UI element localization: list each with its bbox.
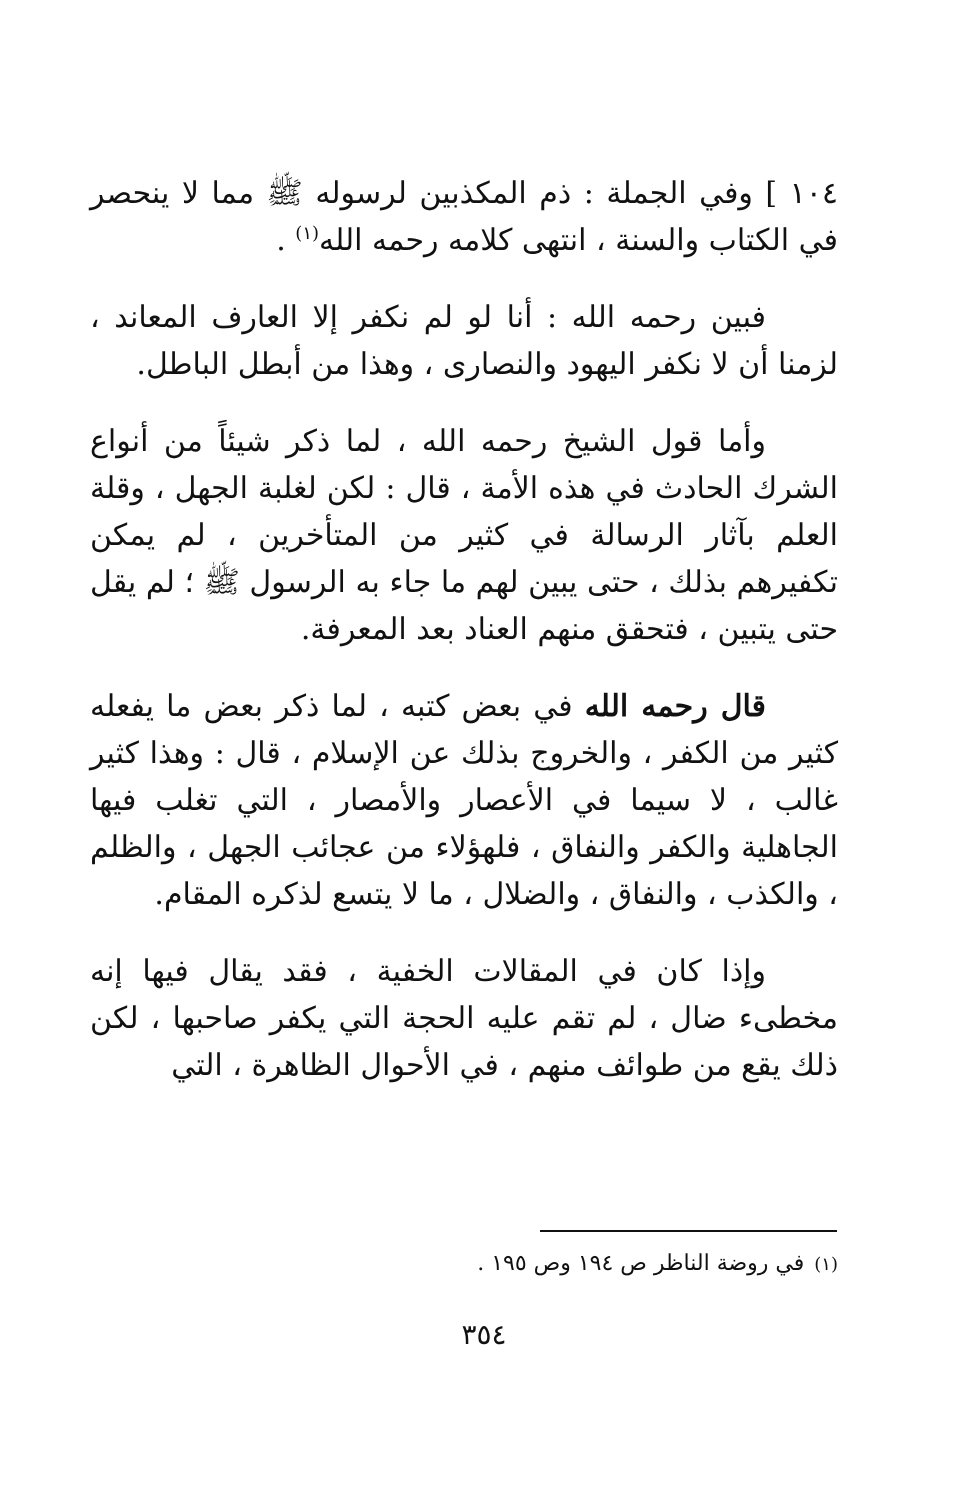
footnote-text: في روضة الناظر ص ١٩٤ وص ١٩٥ . (477, 1251, 805, 1276)
paragraph-4 (90, 683, 838, 918)
paragraph-5: وإذا كان في المقالات الخفية ، فقد يقال فيها إنه مخطىء ضال ، لم تقم عليه الحجة التي يكفر صاحبها ، لكن ذلك يقع من طوائف منهم ، في الأحوال الظاهرة ، التي (90, 954, 838, 1083)
paragraph-1-end: . (276, 223, 296, 258)
paragraph-3: وأما قول الشيخ رحمه الله ، لما ذكر شيئاً من أنواع الشرك الحادث في هذه الأمة ، قال : لكن لغلبة الجهل ، وقلة العلم بآثار الرسالة في كثير من المتأخرين ، لم يمكن تكفيرهم بذلك ، حتى يبين لهم ما جاء به الرسول ﷺ ؛ لم يقل حتى يتبين ، فتحقق منهم العناد بعد المعرفة. (90, 424, 838, 647)
paragraph-1-text: ١٠٤ ] وفي الجملة : ذم المكذبين لرسوله ﷺ مما لا ينحصر في الكتاب والسنة ، انتهى كلامه رحمه الله (90, 176, 838, 258)
paragraph-1 (90, 170, 838, 264)
paragraph-4-lead: قال رحمه الله (584, 689, 766, 724)
page-number: ٣٥٤ (461, 1318, 507, 1351)
footnote (338, 1248, 838, 1281)
footnote-divider (540, 1230, 837, 1232)
footnote-number: (١) (814, 1254, 838, 1275)
paragraph-4-text: في بعض كتبه ، لما ذكر بعض ما يفعله كثير من الكفر ، والخروج بذلك عن الإسلام ، قال : وهذا كثير غالب ، لا سيما في الأعصار والأمصار ، التي تغلب فيها الجاهلية والكفر والنفاق ، فلهؤلاء من عجائب الجهل ، والظلم ، والكذب ، والنفاق ، والضلال ، ما لا يتسع لذكره المقام. (90, 689, 838, 912)
footnote-reference: (١) (295, 223, 320, 244)
page-body (90, 170, 838, 1119)
paragraph-2: فبين رحمه الله : أنا لو لم نكفر إلا العارف المعاند ، لزمنا أن لا نكفر اليهود والنصارى ، وهذا من أبطل الباطل. (90, 300, 838, 382)
